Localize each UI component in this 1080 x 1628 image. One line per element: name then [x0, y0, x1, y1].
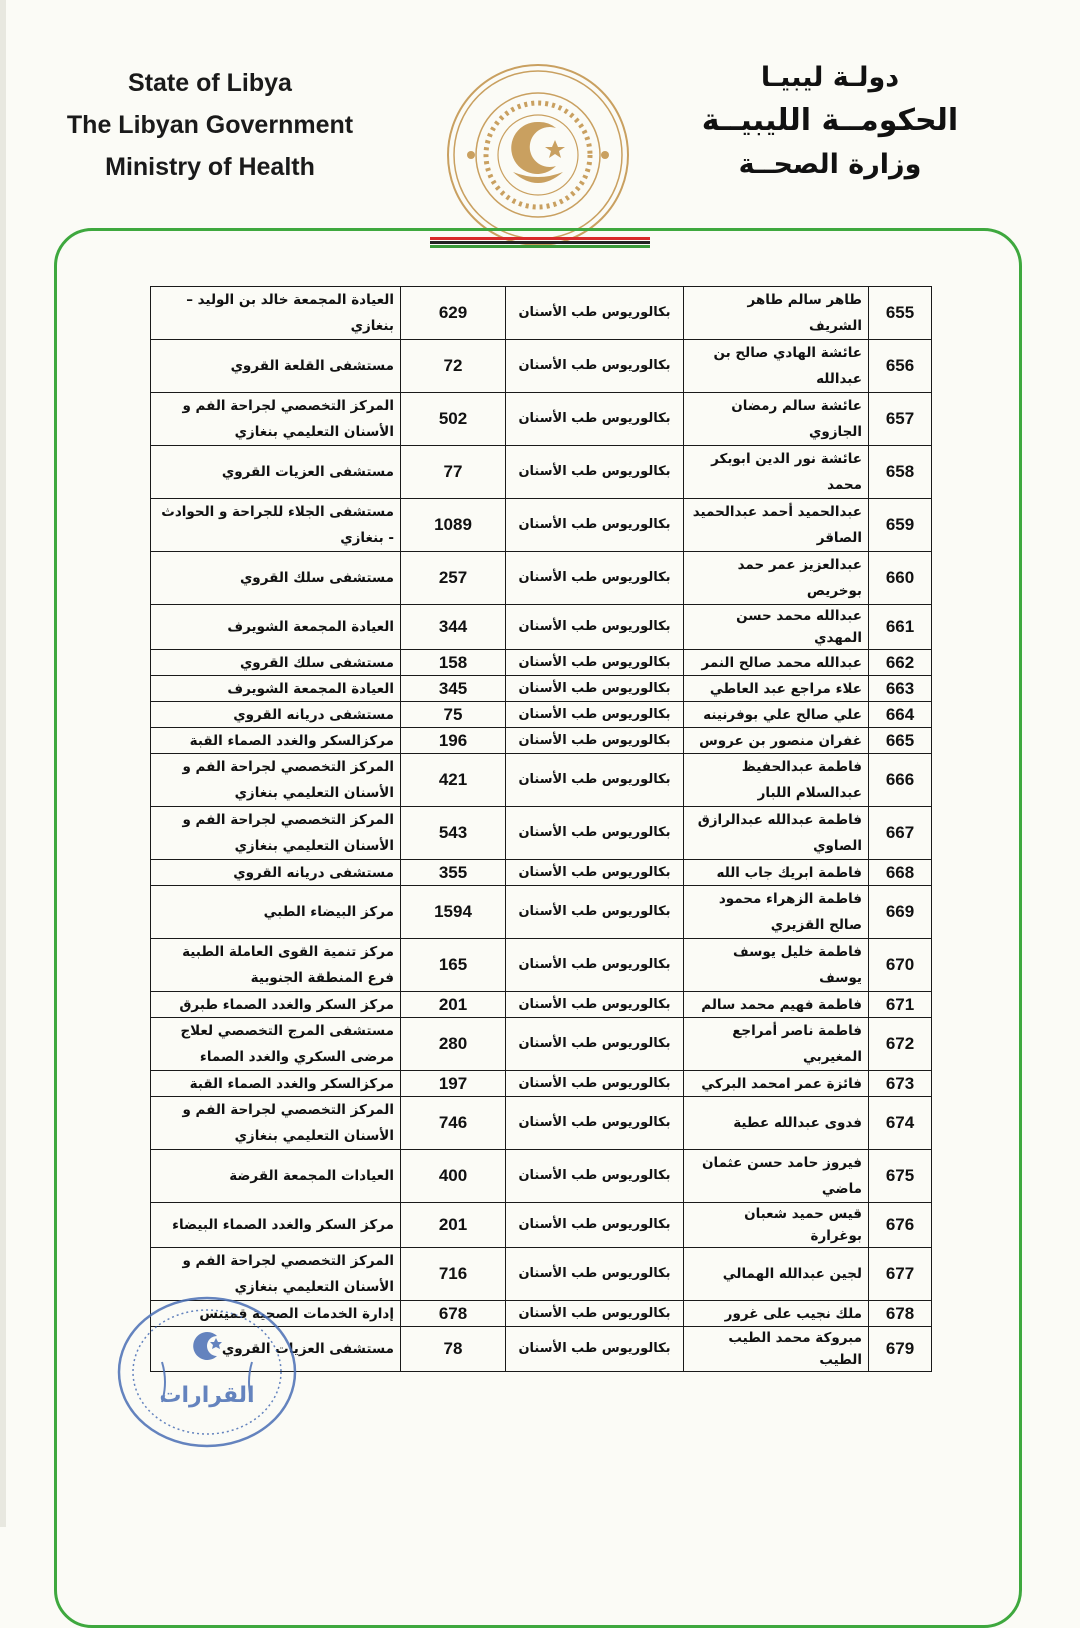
- row-placement: مركزالسكر والغدد الصماء القبة: [151, 1071, 401, 1097]
- table-row: [151, 340, 932, 393]
- row-name: ملك نجيب على غرور: [684, 1301, 869, 1327]
- table-row: [151, 393, 932, 446]
- table-row: [151, 886, 932, 939]
- row-number: 671: [869, 992, 932, 1018]
- row-number: 661: [869, 605, 932, 650]
- stamp-text: القرارات: [159, 1383, 255, 1408]
- row-name: لجين عبدالله الهمالي: [684, 1248, 869, 1301]
- row-placement: المركز التخصصي لجراحة الفم و الأسنان التعليمي بنغازي: [151, 393, 401, 446]
- row-number: 670: [869, 939, 932, 992]
- row-number: 679: [869, 1327, 932, 1372]
- row-score: 678: [401, 1301, 506, 1327]
- row-number: 655: [869, 287, 932, 340]
- row-name: فائزة عمر امحمد البركي: [684, 1071, 869, 1097]
- row-number: 677: [869, 1248, 932, 1301]
- row-score: 345: [401, 676, 506, 702]
- row-placement: مركز تنمية القوى العاملة الطبية فرع المنطقة الجنوبية: [151, 939, 401, 992]
- row-degree: بكالوريوس طب الأسنان: [506, 446, 684, 499]
- header-english: [40, 62, 380, 188]
- row-degree: بكالوريوس طب الأسنان: [506, 702, 684, 728]
- row-number: 675: [869, 1150, 932, 1203]
- row-score: 197: [401, 1071, 506, 1097]
- row-placement: مستشفى دريانه القروي: [151, 860, 401, 886]
- row-number: 659: [869, 499, 932, 552]
- row-score: 1089: [401, 499, 506, 552]
- row-number: 658: [869, 446, 932, 499]
- table-row: [151, 939, 932, 992]
- row-score: 78: [401, 1327, 506, 1372]
- table-row: [151, 1203, 932, 1248]
- row-degree: بكالوريوس طب الأسنان: [506, 1071, 684, 1097]
- row-score: 400: [401, 1150, 506, 1203]
- row-score: 746: [401, 1097, 506, 1150]
- row-degree: بكالوريوس طب الأسنان: [506, 1203, 684, 1248]
- row-name: فاطمة عبدالله عبدالرازق الصاوي: [684, 807, 869, 860]
- row-number: 664: [869, 702, 932, 728]
- row-degree: بكالوريوس طب الأسنان: [506, 1248, 684, 1301]
- row-score: 77: [401, 446, 506, 499]
- row-number: 668: [869, 860, 932, 886]
- row-placement: العيادات المجمعة القرضة: [151, 1150, 401, 1203]
- table-row: [151, 807, 932, 860]
- row-degree: بكالوريوس طب الأسنان: [506, 992, 684, 1018]
- row-placement: مستشفى العزيات القروي: [151, 1327, 401, 1372]
- row-score: 344: [401, 605, 506, 650]
- row-name: علاء مراجع عبد العاطي: [684, 676, 869, 702]
- row-score: 280: [401, 1018, 506, 1071]
- table-row: [151, 992, 932, 1018]
- row-placement: العيادة المجمعة الشويرف: [151, 676, 401, 702]
- row-score: 1594: [401, 886, 506, 939]
- table-row: [151, 499, 932, 552]
- row-degree: بكالوريوس طب الأسنان: [506, 552, 684, 605]
- candidates-table-body: [151, 287, 932, 1372]
- row-number: 667: [869, 807, 932, 860]
- row-number: 672: [869, 1018, 932, 1071]
- table-row: [151, 605, 932, 650]
- row-name: مبروكة محمد الطيب الطيب: [684, 1327, 869, 1372]
- row-name: علي صالح علي بوفرنينه: [684, 702, 869, 728]
- candidates-table: [150, 286, 932, 1372]
- header-en-government: The Libyan Government: [66, 111, 354, 139]
- row-degree: بكالوريوس طب الأسنان: [506, 605, 684, 650]
- row-placement: مستشفى القلعة القروي: [151, 340, 401, 393]
- header-ar-country: دولـة ليبيـا: [760, 62, 900, 93]
- row-placement: مركزالسكر والغدد الصماء القبة: [151, 728, 401, 754]
- row-name: فاطمة خليل يوسف يوسف: [684, 939, 869, 992]
- row-number: 678: [869, 1301, 932, 1327]
- row-degree: بكالوريوس طب الأسنان: [506, 754, 684, 807]
- row-name: عبدالعزيز عمر حمد بوخريص: [684, 552, 869, 605]
- row-placement: مستشفى سلك القروي: [151, 552, 401, 605]
- row-number: 673: [869, 1071, 932, 1097]
- row-name: فاطمة الزهراء محمود صالح القزيري: [684, 886, 869, 939]
- row-score: 421: [401, 754, 506, 807]
- row-number: 657: [869, 393, 932, 446]
- row-name: فاطمة ناصر أمراجع المغيربي: [684, 1018, 869, 1071]
- row-number: 660: [869, 552, 932, 605]
- row-name: عائشة نور الدين ابوبكر محمد: [684, 446, 869, 499]
- header-ar-ministry: وزارة الصحــة: [738, 149, 922, 180]
- row-score: 716: [401, 1248, 506, 1301]
- row-placement: العيادة المجمعة خالد بن الوليد – بنغازي: [151, 287, 401, 340]
- row-degree: بكالوريوس طب الأسنان: [506, 886, 684, 939]
- table-row: [151, 552, 932, 605]
- table-row: [151, 702, 932, 728]
- row-name: عبدالحميد أحمد عبدالحميد الصاقر: [684, 499, 869, 552]
- row-name: فاطمة فهيم محمد سالم: [684, 992, 869, 1018]
- row-placement: المركز التخصصي لجراحة الفم و الأسنان التعليمي بنغازي: [151, 754, 401, 807]
- table-row: [151, 860, 932, 886]
- table-row: [151, 287, 932, 340]
- row-number: 665: [869, 728, 932, 754]
- table-row: [151, 676, 932, 702]
- row-degree: بكالوريوس طب الأسنان: [506, 676, 684, 702]
- row-degree: بكالوريوس طب الأسنان: [506, 340, 684, 393]
- row-name: عائشة سالم رمضان الجازوي: [684, 393, 869, 446]
- row-degree: بكالوريوس طب الأسنان: [506, 1018, 684, 1071]
- table-row: [151, 446, 932, 499]
- row-degree: بكالوريوس طب الأسنان: [506, 393, 684, 446]
- row-degree: بكالوريوس طب الأسنان: [506, 650, 684, 676]
- row-name: طاهر سالم طاهر الشريف: [684, 287, 869, 340]
- table-row: [151, 1018, 932, 1071]
- row-number: 663: [869, 676, 932, 702]
- row-number: 666: [869, 754, 932, 807]
- table-row: [151, 1071, 932, 1097]
- header-arabic: [680, 58, 980, 186]
- row-name: عبدالله محمد حسن المهدي: [684, 605, 869, 650]
- row-name: فيروز حامد حسن عثمان ماضي: [684, 1150, 869, 1203]
- row-placement: المركز التخصصي لجراحة الفم و الأسنان التعليمي بنغازي: [151, 1097, 401, 1150]
- row-degree: بكالوريوس طب الأسنان: [506, 1327, 684, 1372]
- row-score: 158: [401, 650, 506, 676]
- row-score: 72: [401, 340, 506, 393]
- row-name: فاطمة ابريك جاب الله: [684, 860, 869, 886]
- row-degree: بكالوريوس طب الأسنان: [506, 1097, 684, 1150]
- candidates-table-wrap: [150, 286, 932, 1372]
- row-name: فدوى عبدالله عطية: [684, 1097, 869, 1150]
- row-score: 355: [401, 860, 506, 886]
- row-score: 201: [401, 1203, 506, 1248]
- row-placement: مستشفى دريانه القروي: [151, 702, 401, 728]
- row-score: 201: [401, 992, 506, 1018]
- row-score: 165: [401, 939, 506, 992]
- row-placement: مركز السكر والغدد الصماء البيضاء: [151, 1203, 401, 1248]
- row-placement: العيادة المجمعة الشويرف: [151, 605, 401, 650]
- row-name: فاطمة عبدالحفيظ عبدالسلام اللبار: [684, 754, 869, 807]
- row-degree: بكالوريوس طب الأسنان: [506, 939, 684, 992]
- row-placement: المركز التخصصي لجراحة الفم و الأسنان التعليمي بنغازي: [151, 1248, 401, 1301]
- row-placement: مستشفى المرج التخصصي لعلاج مرضى السكري والغدد الصماء: [151, 1018, 401, 1071]
- row-placement: مستشفى سلك القروي: [151, 650, 401, 676]
- row-placement: إدارة الخدمات الصحية قمينس: [151, 1301, 401, 1327]
- row-degree: بكالوريوس طب الأسنان: [506, 1150, 684, 1203]
- row-number: 674: [869, 1097, 932, 1150]
- row-score: 543: [401, 807, 506, 860]
- ministry-of-health-seal-icon: [443, 60, 633, 250]
- row-placement: مركز البيضاء الطبي: [151, 886, 401, 939]
- row-number: 669: [869, 886, 932, 939]
- row-degree: بكالوريوس طب الأسنان: [506, 860, 684, 886]
- row-placement: المركز التخصصي لجراحة الفم و الأسنان التعليمي بنغازي: [151, 807, 401, 860]
- header-ar-government: الحكومــة الليبيــة: [701, 103, 959, 138]
- row-placement: مستشفى العزيات القروي: [151, 446, 401, 499]
- row-score: 196: [401, 728, 506, 754]
- header-en-country: State of Libya: [128, 69, 292, 97]
- decisions-stamp-icon: [112, 1292, 302, 1452]
- row-name: عبدالله محمد صالح النمر: [684, 650, 869, 676]
- row-degree: بكالوريوس طب الأسنان: [506, 1301, 684, 1327]
- row-number: 676: [869, 1203, 932, 1248]
- row-degree: بكالوريوس طب الأسنان: [506, 499, 684, 552]
- row-number: 656: [869, 340, 932, 393]
- table-row: [151, 1097, 932, 1150]
- row-name: غفران منصور بن عروس: [684, 728, 869, 754]
- row-name: قيس حميد شعبان بوغرارة: [684, 1203, 869, 1248]
- row-score: 629: [401, 287, 506, 340]
- row-placement: مستشفى الجلاء للجراحة و الحوادث - بنغازي: [151, 499, 401, 552]
- row-score: 502: [401, 393, 506, 446]
- table-row: [151, 1150, 932, 1203]
- row-degree: بكالوريوس طب الأسنان: [506, 287, 684, 340]
- table-row: [151, 754, 932, 807]
- row-score: 257: [401, 552, 506, 605]
- row-name: عائشة الهادي صالح بن عبدالله: [684, 340, 869, 393]
- row-placement: مركز السكر والغدد الصماء طبرق: [151, 992, 401, 1018]
- header-en-ministry: Ministry of Health: [105, 153, 315, 181]
- table-row: [151, 650, 932, 676]
- table-row: [151, 728, 932, 754]
- row-number: 662: [869, 650, 932, 676]
- row-degree: بكالوريوس طب الأسنان: [506, 728, 684, 754]
- row-score: 75: [401, 702, 506, 728]
- row-degree: بكالوريوس طب الأسنان: [506, 807, 684, 860]
